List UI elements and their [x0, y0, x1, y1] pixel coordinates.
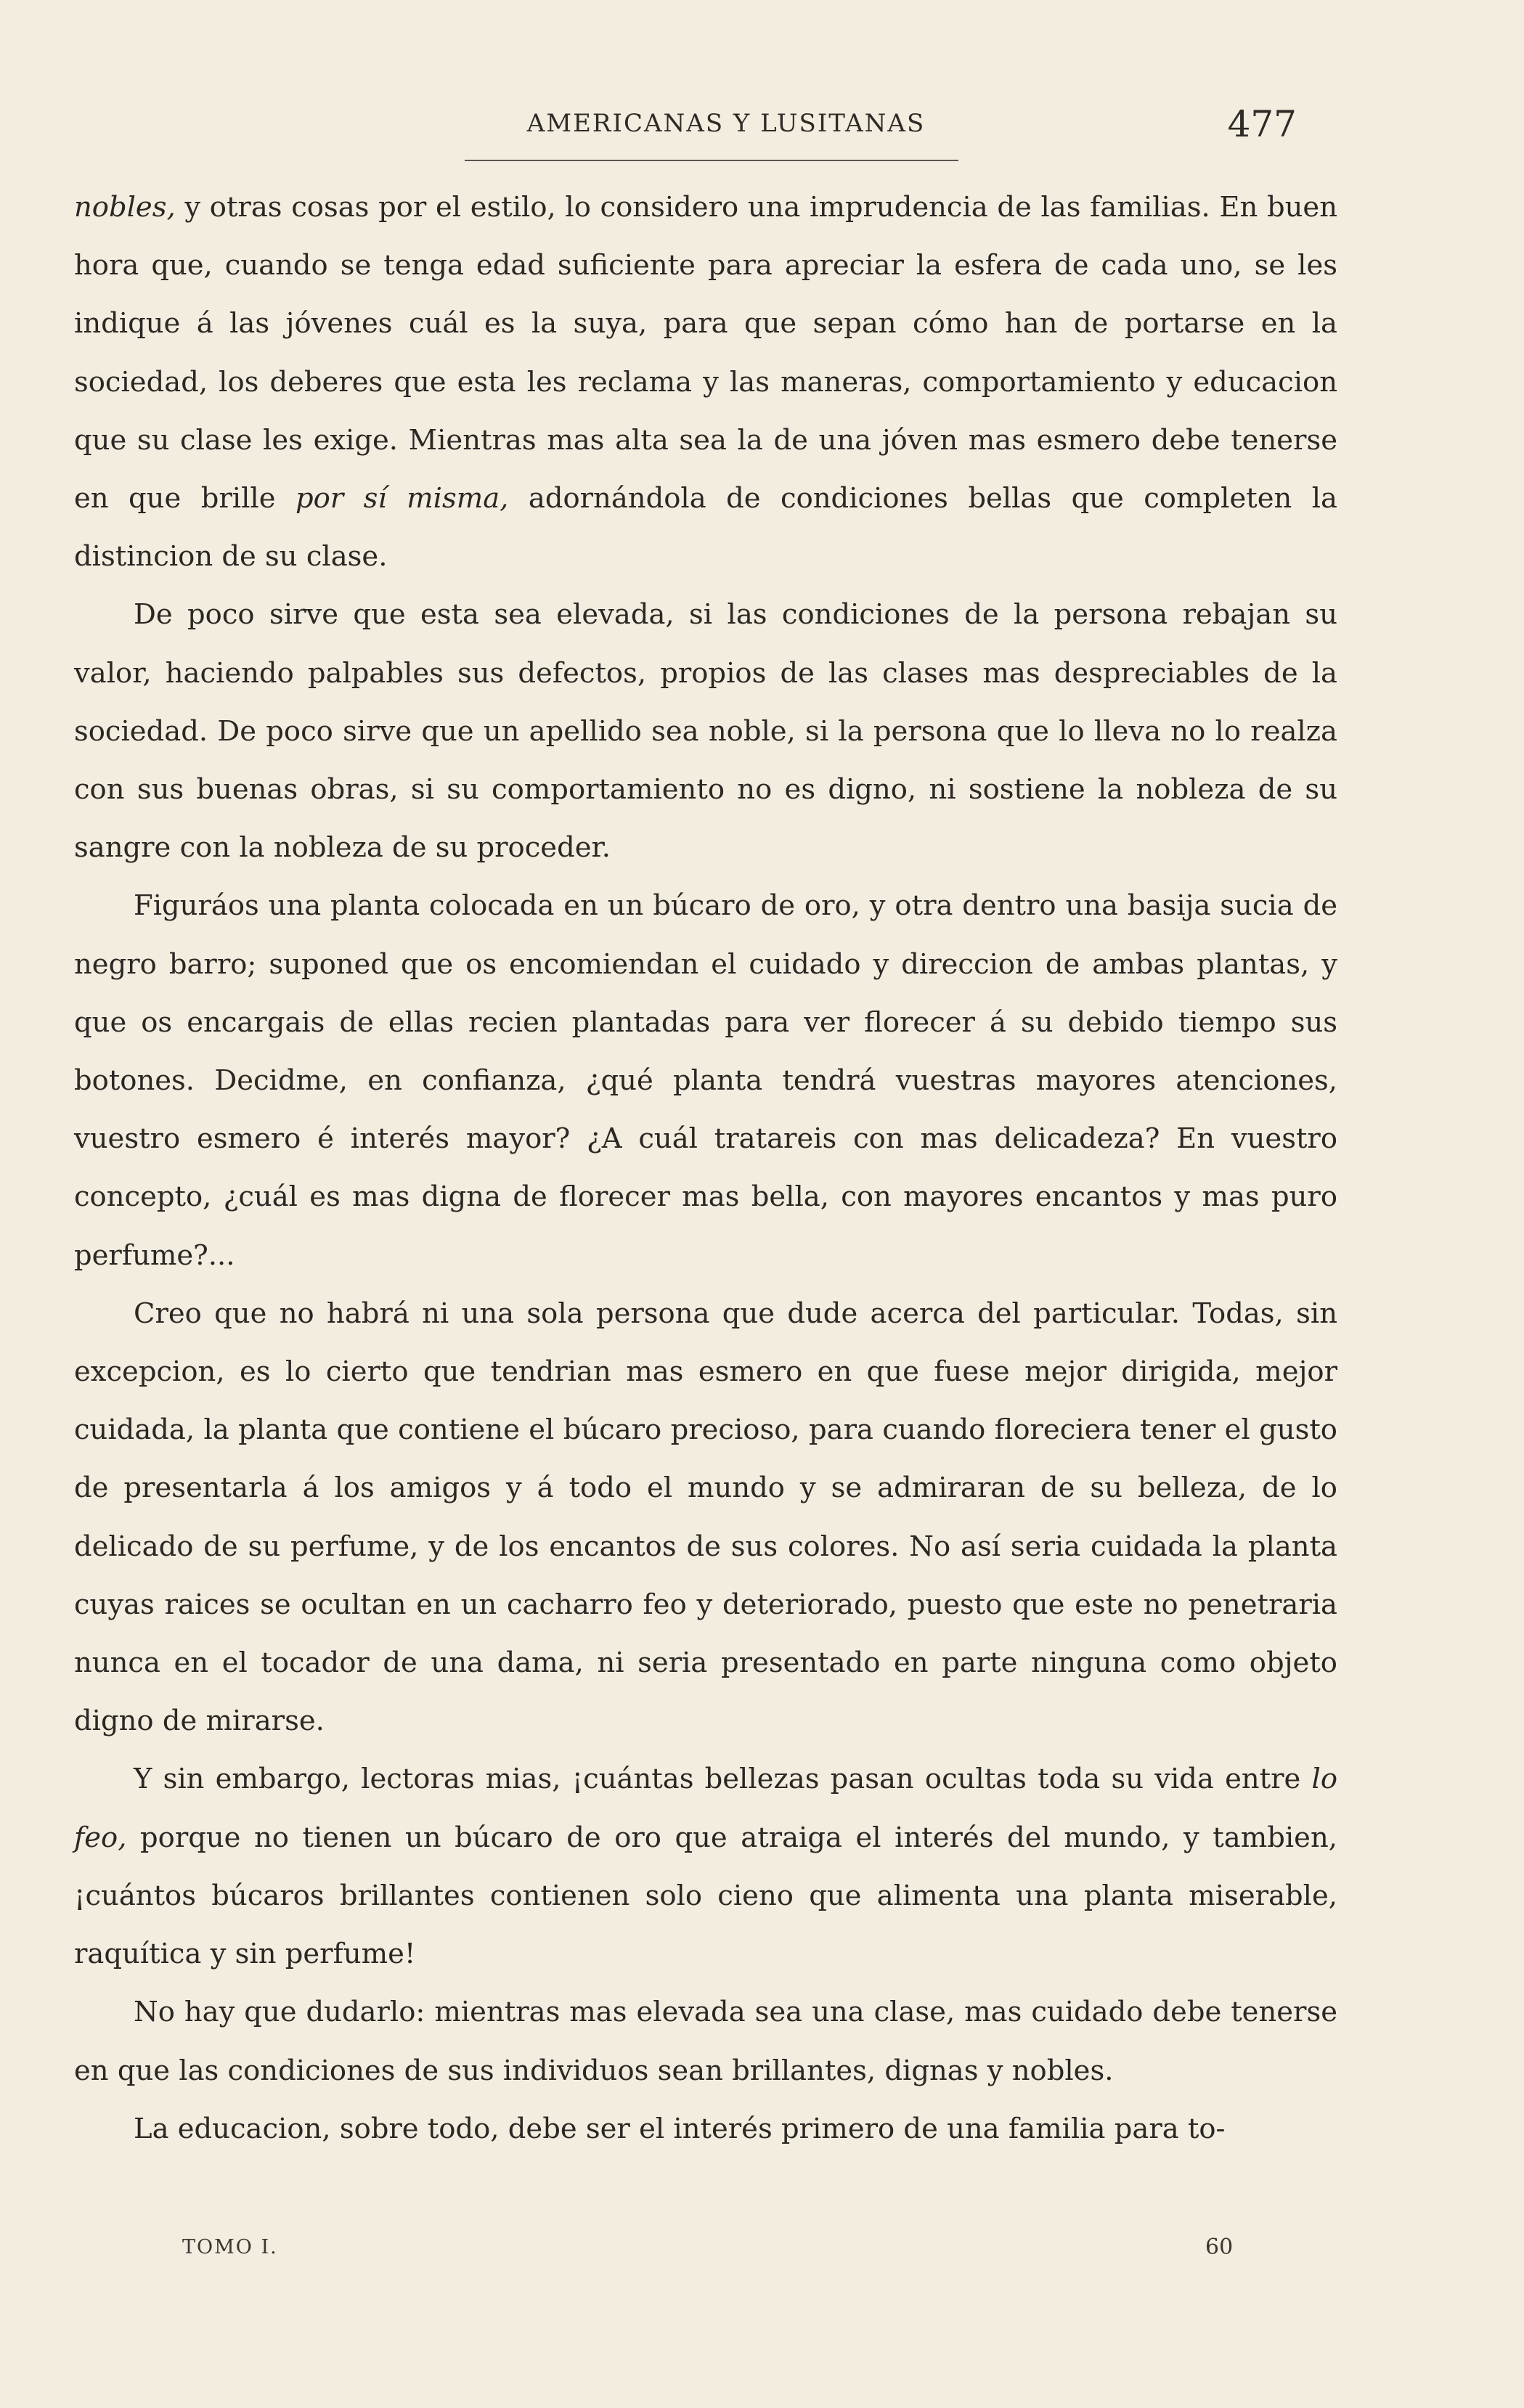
volume-label: TOMO I. — [182, 2236, 278, 2258]
paragraph-text: De poco sirve que esta sea elevada, si las condiciones de la persona rebajan su valor, haciendo palpables sus defectos, propios de las clases mas despreciables de la sociedad. De poco sirve que un apellido sea noble, si la persona que lo lleva no lo realza con sus buenas obras, si su comportamiento no es digno, ni sostiene la nobleza de su sangre con la nobleza de su proceder. — [74, 598, 1337, 865]
paragraph-2 — [74, 586, 1337, 877]
running-title: AMERICANAS Y LUSITANAS — [526, 109, 926, 138]
paragraph-1 — [74, 179, 1337, 586]
italic-phrase: lo feo, — [74, 1763, 1337, 1854]
signature-mark: 60 — [1205, 2234, 1234, 2260]
paragraph-7 — [74, 2100, 1337, 2158]
paragraph-text: adornándola de condiciones bellas que completen la distincion de su clase. — [74, 482, 1337, 574]
italic-lead: nobles, — [74, 191, 176, 224]
paragraph-text: No hay que dudarlo: mientras mas elevada sea una clase, mas cuidado debe tenerse en que las condiciones de sus individuos sean brillantes, dignas y nobles. — [74, 1996, 1337, 2087]
paragraph-text: Y sin embargo, lectoras mias, ¡cuántas bellezas pasan ocultas toda su vida entre — [134, 1763, 1312, 1796]
paragraph-text: porque no tienen un búcaro de oro que atraiga el interés del mundo, y tambien, ¡cuántos búcaros brillantes contienen solo cieno que alimenta una planta miserable, raquítica y sin perfume! — [74, 1821, 1337, 1971]
paragraph-text: Creo que no habrá ni una sola persona que dude acerca del particular. Todas, sin excepcion, es lo cierto que tendrian mas esmero en que fuese mejor dirigida, mejor cuidada, la planta que contiene el búcaro precioso, para cuando floreciera tener el gusto de presentarla á los amigos y á todo el mundo y se admiraran de su belleza, de lo delicado de su perfume, y de los encantos de sus colores. No así seria cuidada la planta cuyas raices se ocultan en un cacharro feo y deteriorado, puesto que este no penetraria nunca en el tocador de una dama, ni seria presentado en parte ninguna como objeto digno de mirarse. — [74, 1297, 1337, 1738]
paragraph-3 — [74, 877, 1337, 1284]
body-text — [74, 179, 1337, 2158]
header-rule — [465, 160, 958, 161]
paragraph-5 — [74, 1750, 1337, 1983]
paragraph-text: La educacion, sobre todo, debe ser el interés primero de una familia para to- — [134, 2112, 1226, 2145]
paragraph-text: y otras cosas por el estilo, lo considero una imprudencia de las familias. En buen hora que, cuando se tenga edad suficiente para apreciar la esfera de cada uno, se les indique á las jóvenes cuál es la suya, para que sepan cómo han de portarse en la sociedad, los deberes que esta les reclama y las maneras, comportamiento y educacion que su clase les exige. Mientras mas alta sea la de una jóven mas esmero debe tenerse en que brille — [74, 191, 1337, 515]
paragraph-4 — [74, 1285, 1337, 1751]
paragraph-text: Figuráos una planta colocada en un búcaro de oro, y otra dentro una basija sucia de negro barro; suponed que os encomiendan el cuidado y direccion de ambas plantas, y que os encargais de ellas recien plantadas para ver florecer á su debido tiempo sus botones. Decidme, en confianza, ¿qué planta tendrá vuestras mayores atenciones, vuestro esmero é interés mayor? ¿A cuál tratareis con mas delicadeza? En vuestro concepto, ¿cuál es mas digna de florecer mas bella, con mayores encantos y mas puro perfume?... — [74, 889, 1337, 1272]
italic-phrase: por sí misma, — [295, 482, 509, 515]
paragraph-6 — [74, 1983, 1337, 2099]
page-number: 477 — [1227, 103, 1297, 145]
